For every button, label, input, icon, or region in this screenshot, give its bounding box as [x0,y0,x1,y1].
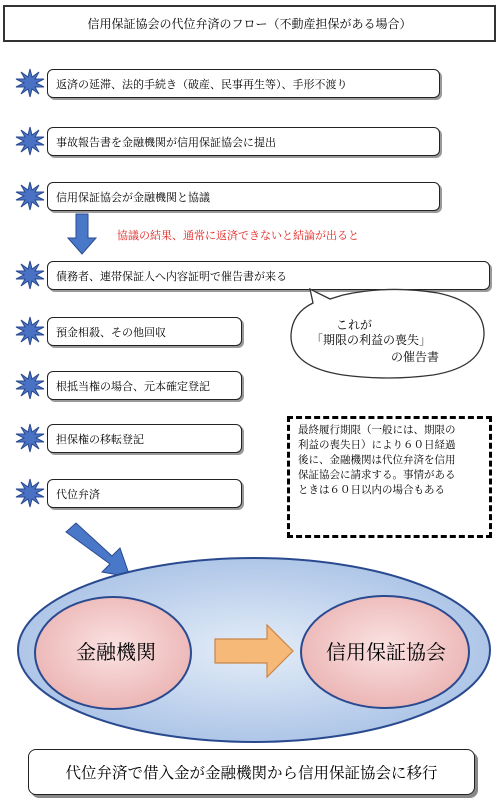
star-burst-icon [15,316,45,346]
bubble-line-2: 「期限の利益の喪失」 [311,333,432,347]
step-5-box [47,317,242,346]
step-8-box [47,479,242,508]
step-3-label: 信用保証協会が金融機関と協議 [56,190,210,204]
step-1-label: 返済の延滞、法的手続き（破産、民事再生等）、手形不渡り [56,77,348,91]
star-burst-icon [15,181,45,211]
step-8-label: 代位弁済 [56,487,100,501]
dashed-note-line: 保証協会に請求する。事情がある [298,469,456,481]
red-note: 協議の結果、通常に返済できないと結論が出ると [117,229,359,242]
step-3-box [47,182,440,211]
step-7-label: 担保権の移転登記 [56,432,144,446]
dashed-note-line: 利益の喪失日）により６０日経過 [298,439,456,451]
step-6-box [47,371,242,400]
step-2-label: 事故報告書を金融機関が信用保証協会に提出 [56,135,276,149]
dashed-note-box [287,416,492,538]
step-7-box [47,424,242,453]
star-burst-icon [15,423,45,453]
diagram-title: 信用保証協会の代位弁済のフロー（不動産担保がある場合） [3,5,496,42]
bubble-line-3: の催告書 [391,350,440,364]
step-2-box [47,127,440,156]
star-burst-icon [15,370,45,400]
down-arrow-icon [67,213,97,255]
step-6-label: 根抵当権の場合、元本確定登記 [56,379,210,393]
conclusion-box: 代位弁済で借入金が金融機関から信用保証協会に移行 [28,749,475,795]
to-entity-label: 信用保証協会 [326,639,446,664]
step-5-label: 預金相殺、その他回収 [56,325,166,339]
from-entity-label: 金融機関 [76,639,156,664]
bubble-line-1: これが [336,318,373,332]
step-4-box [47,261,490,290]
star-burst-icon [15,68,45,98]
dashed-note-line: 最終履行期限（一般には、期限の [298,424,456,436]
step-4-label: 債務者、連帯保証人へ内容証明で催告書が来る [56,269,287,283]
star-burst-icon [15,260,45,290]
star-burst-icon [15,478,45,508]
dashed-note-line: 後に、金融機関は代位弁済を信用 [298,454,456,466]
star-burst-icon [15,126,45,156]
step-1-box [47,69,440,98]
dashed-note-line: ときは６０日以内の場合もある [298,484,445,496]
